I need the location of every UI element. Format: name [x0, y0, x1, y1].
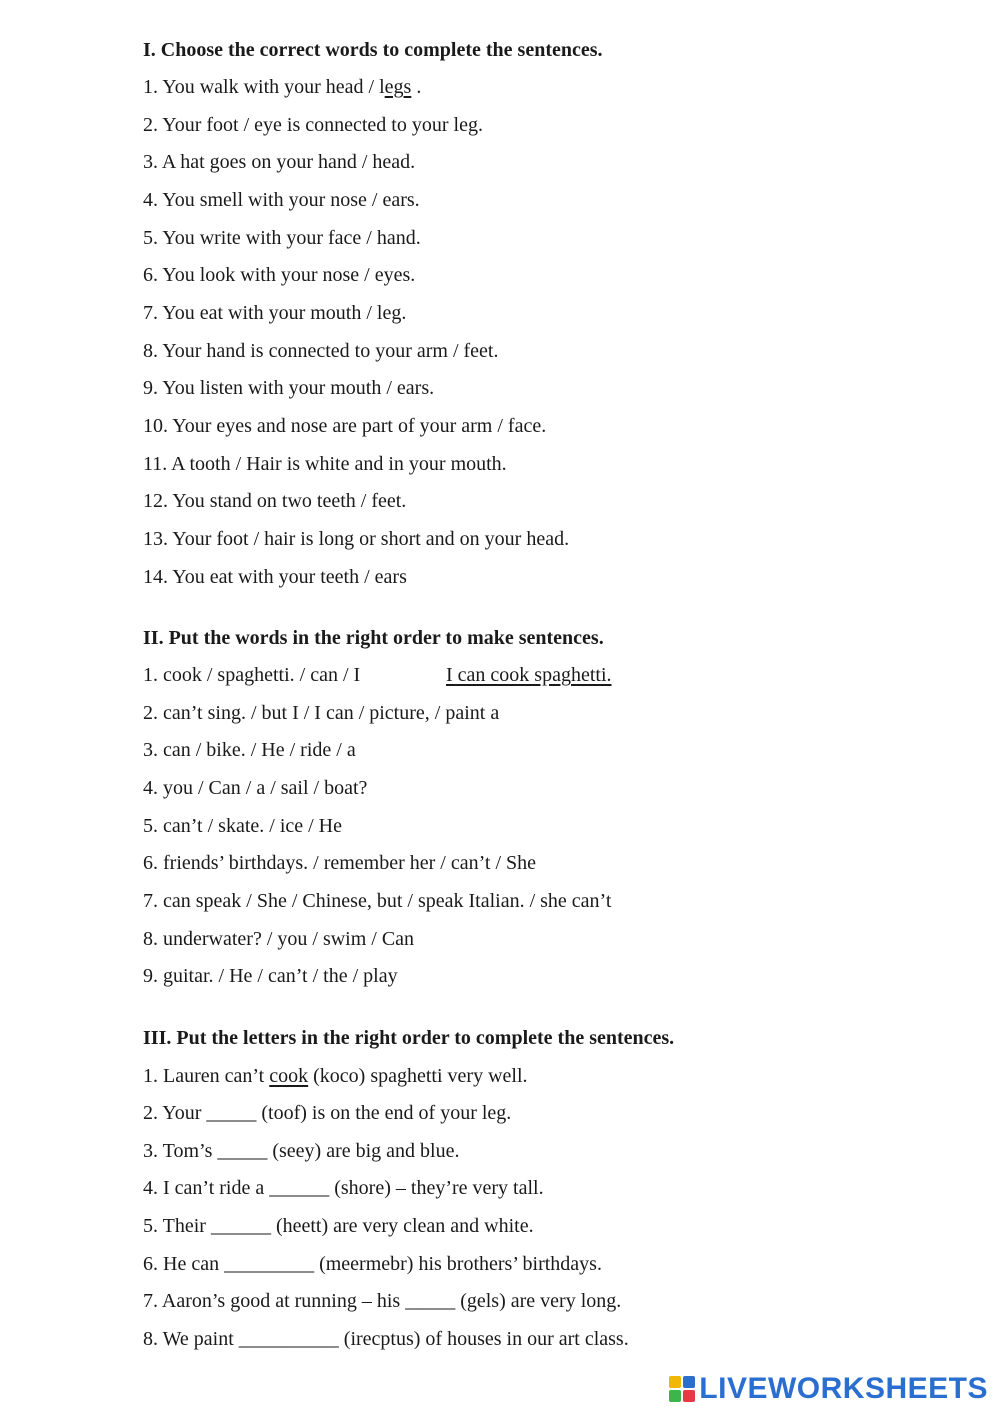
section-1-item: 11. A tooth / Hair is white and in your mouth. [143, 453, 507, 475]
logo-square-icon [669, 1376, 681, 1388]
section-3-heading: III. Put the letters in the right order to complete the sentences. [143, 1027, 675, 1049]
logo-square-icon [683, 1390, 695, 1402]
section-3-item: 2. Your _____ (toof) is on the end of your leg. [143, 1102, 512, 1124]
section-2-item: 4. you / Can / a / sail / boat? [143, 777, 368, 799]
section-1-item: 7. You eat with your mouth / leg. [143, 302, 407, 324]
logo-square-icon [669, 1390, 681, 1402]
answer-underline: egs [384, 76, 412, 98]
section-1-item: 3. A hat goes on your hand / head. [143, 151, 416, 173]
section-1-item: 9. You listen with your mouth / ears. [143, 377, 435, 399]
answer-underline: cook [269, 1065, 309, 1087]
section-1-item: 8. Your hand is connected to your arm / feet. [143, 340, 499, 362]
section-2-heading: II. Put the words in the right order to make sentences. [143, 627, 604, 649]
logo-grid-icon [669, 1376, 695, 1402]
liveworksheets-logo[interactable] [669, 1372, 988, 1406]
brand-name: LIVEWORKSHEETS [699, 1372, 988, 1405]
section-1-item: 4. You smell with your nose / ears. [143, 189, 420, 211]
section-2-item: 7. can speak / She / Chinese, but / speak Italian. / she can’t [143, 890, 612, 912]
section-1-item: 2. Your foot / eye is connected to your leg. [143, 114, 483, 136]
section-1-item: 5. You write with your face / hand. [143, 227, 421, 249]
section-1-item: 1. You walk with your head / legs . [143, 76, 422, 98]
section-2-item: 9. guitar. / He / can’t / the / play [143, 965, 398, 987]
section-3-item: 7. Aaron’s good at running – his _____ (gels) are very long. [143, 1290, 622, 1312]
section-1-item: 14. You eat with your teeth / ears [143, 566, 407, 588]
logo-square-icon [683, 1376, 695, 1388]
section-3-item: 8. We paint __________ (irecptus) of houses in our art class. [143, 1328, 629, 1350]
section-3-item: 6. He can _________ (meermebr) his brothers’ birthdays. [143, 1253, 602, 1275]
section-3-item: 1. Lauren can’t cook (koco) spaghetti very well. [143, 1065, 528, 1087]
section-1-item: 13. Your foot / hair is long or short and on your head. [143, 528, 570, 550]
section-3-item: 4. I can’t ride a ______ (shore) – they’re very tall. [143, 1177, 544, 1199]
section-1-item: 12. You stand on two teeth / feet. [143, 490, 407, 512]
section-2-item: 2. can’t sing. / but I / I can / picture, / paint a [143, 702, 500, 724]
example-answer: I can cook spaghetti. [446, 664, 612, 686]
section-2-item: 8. underwater? / you / swim / Can [143, 928, 415, 950]
section-2-item: 6. friends’ birthdays. / remember her / can’t / She [143, 852, 537, 874]
section-1-item: 10. Your eyes and nose are part of your arm / face. [143, 415, 547, 437]
section-1-item: 6. You look with your nose / eyes. [143, 264, 416, 286]
section-3-item: 5. Their ______ (heett) are very clean and white. [143, 1215, 534, 1237]
section-2-item: 5. can’t / skate. / ice / He [143, 815, 343, 837]
section-3-item: 3. Tom’s _____ (seey) are big and blue. [143, 1140, 460, 1162]
section-2-item: 3. can / bike. / He / ride / a [143, 739, 356, 761]
section-2-item: 1. cook / spaghetti. / can / I I can cook spaghetti. [143, 664, 612, 686]
section-1-heading: I. Choose the correct words to complete the sentences. [143, 39, 603, 61]
